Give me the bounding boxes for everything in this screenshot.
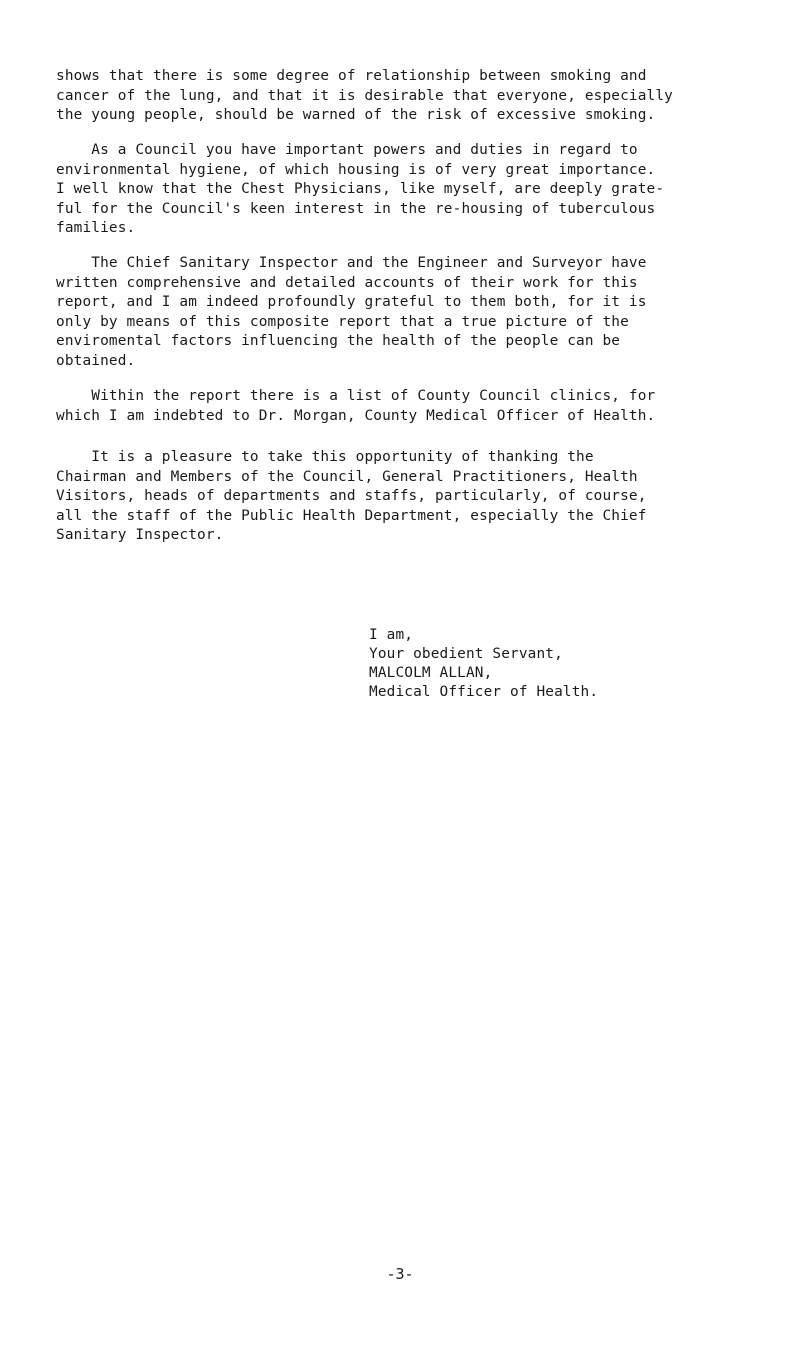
text-line: written comprehensive and detailed accounts of their work for this — [56, 274, 638, 291]
paragraph-sanitary-inspector — [56, 254, 792, 371]
text-line: the young people, should be warned of the risk of excessive smoking. — [56, 107, 656, 123]
text-line: I well know that the Chest Physicians, like myself, are deeply grate- — [56, 181, 665, 197]
closing-line: I am, — [369, 627, 414, 643]
text-line: all the staff of the Public Health Department, especially the Chief — [56, 507, 647, 524]
text-line: Chairman and Members of the Council, General Practitioners, Health — [56, 468, 638, 485]
text-line: only by means of this composite report that a true picture of the — [56, 313, 629, 330]
text-line: ful for the Council's keen interest in the re-housing of tuberculous — [56, 200, 656, 217]
text-line: families. — [56, 220, 136, 236]
text-line: Sanitary Inspector. — [56, 527, 224, 543]
text-line: shows that there is some degree of relationship between smoking and — [56, 68, 647, 84]
paragraph-environmental-hygiene — [56, 141, 792, 239]
text-line: Within the report there is a list of County Council clinics, for — [56, 388, 656, 404]
text-line: which I am indebted to Dr. Morgan, County Medical Officer of Health. — [56, 407, 656, 424]
text-line: obtained. — [56, 352, 136, 369]
signature-block — [369, 626, 598, 702]
text-line: environmental hygiene, of which housing is of very great importance. — [56, 161, 656, 178]
text-line: cancer of the lung, and that it is desirable that everyone, especially — [56, 87, 673, 104]
text-line: As a Council you have important powers and duties in regard to — [56, 142, 638, 158]
paragraph-clinics — [56, 387, 792, 426]
text-line: It is a pleasure to take this opportunity of thanking the — [56, 449, 594, 465]
paragraph-thanks — [56, 448, 792, 546]
text-line: The Chief Sanitary Inspector and the Engineer and Surveyor have — [56, 255, 647, 271]
page-number: -3- — [386, 1265, 414, 1283]
text-line: Visitors, heads of departments and staffs, particularly, of course, — [56, 488, 647, 504]
signatory-title: Medical Officer of Health. — [369, 684, 599, 700]
signatory-name: MALCOLM ALLAN, — [369, 665, 493, 681]
text-line: enviromental factors influencing the health of the people can be — [56, 333, 621, 349]
paragraph-smoking-cancer — [56, 67, 792, 126]
text-line: report, and I am indeed profoundly grateful to them both, for it is — [56, 294, 647, 310]
closing-line: Your obedient Servant, — [369, 646, 563, 662]
